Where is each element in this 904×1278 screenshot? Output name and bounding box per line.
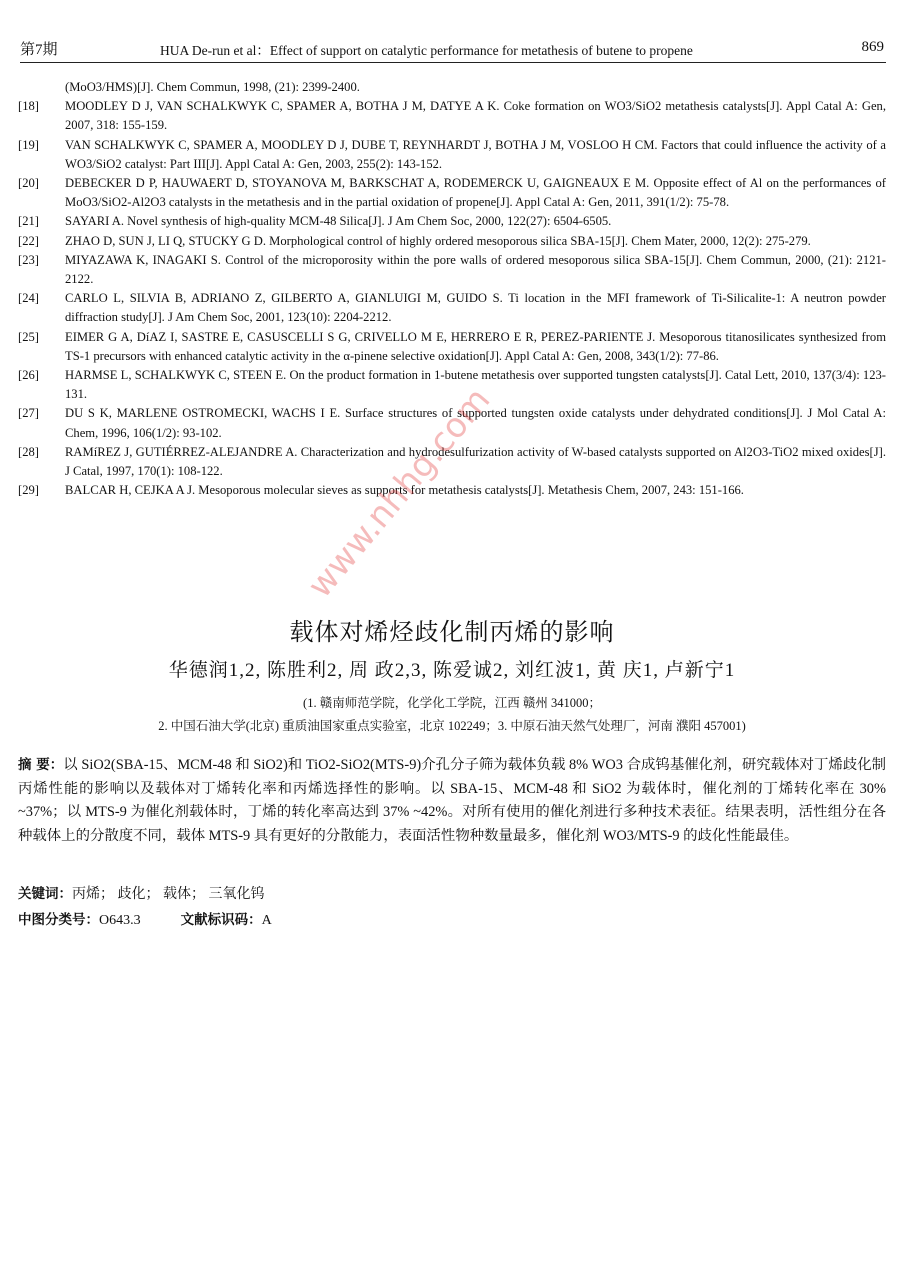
page-number: 869	[861, 39, 884, 55]
classification	[18, 908, 886, 929]
reference-item	[18, 481, 886, 500]
doc-code-label: 文献标识码：	[180, 912, 262, 928]
reference-text: EIMER G A, DíAZ I, SASTRE E, CASUSCELLI S G, CRIVELLO M E, HERRERO E R, PEREZ-PARIENTE J. Mesoporous titanosilicates synthesized from TS-1 precursors with enhanced catalytic activity in the α-pinene selective oxidation[J]. Appl Catal A: Gen, 2008, 343(1/2): 77-86.	[65, 329, 886, 363]
reference-number: [26]	[18, 368, 39, 383]
reference-item	[18, 212, 886, 231]
reference-number: [18]	[18, 99, 39, 114]
reference-item	[18, 366, 886, 404]
affiliation-2: 2. 中国石油大学(北京) 重质油国家重点实验室，北京 102249；3. 中原石油天然气处理厂，河南 濮阳 457001)	[158, 719, 746, 733]
watermark: www.nhhg.com	[300, 380, 499, 606]
reference-number: [19]	[18, 137, 39, 152]
running-header	[20, 36, 886, 63]
reference-item	[18, 174, 886, 212]
reference-item	[18, 97, 886, 135]
reference-item	[18, 232, 886, 251]
abstract-text: 以 SiO2(SBA-15、MCM-48 和 SiO2)和 TiO2-SiO2(MTS-9)介孔分子筛为载体负载 8% WO3 合成钨基催化剂，研究载体对丁烯歧化制丙烯性能的影响以及载体对丁烯转化率和丙烯选择性的影响。以 SBA-15、MCM-48 和 SiO2 为载体时，催化剂的丁烯转化率在 30% ~37%；以 MTS-9 为催化剂载体时，丁烯的转化率高达到 37% ~42%。对所有使用的催化剂进行多种技术表征。结果表明，活性组分在各种载体上的分散度不同，载体 MTS-9 具有更好的分散能力，表面活性物种数量最多，催化剂 WO3/MTS-9 的歧化性能最佳。	[18, 757, 887, 844]
reference-text: CARLO L, SILVIA B, ADRIANO Z, GILBERTO A, GIANLUIGI M, GUIDO S. Ti location in the MFI framework of Ti-Silicalite-1: A neutron powder diffraction study[J]. J Am Chem Soc, 2001, 123(10): 2204-2212.	[65, 291, 886, 325]
reference-text: BALCAR H, CEJKA A J. Mesoporous molecular sieves as supports for metathesis catalysts[J]. Metathesis Chem, 2007, 243: 151-166.	[65, 483, 744, 498]
reference-number: [22]	[18, 233, 39, 248]
keywords-label: 关键词：	[18, 886, 72, 902]
reference-item	[18, 443, 886, 481]
reference-number: [24]	[18, 291, 39, 306]
reference-number: [28]	[18, 444, 39, 459]
author-list: 华德润1,2, 陈胜利2, 周 政2,3, 陈爱诚2, 刘红波1, 黄 庆1, 卢新宁1	[168, 660, 736, 681]
reference-item	[18, 251, 886, 289]
reference-number: [21]	[18, 214, 39, 229]
keywords-text: 丙烯； 歧化； 载体； 三氧化钨	[72, 887, 265, 902]
abstract	[18, 754, 886, 848]
abstract-label: 摘 要：	[18, 757, 64, 773]
reference-item	[18, 289, 886, 327]
reference-text: MOODLEY D J, VAN SCHALKWYK C, SPAMER A, BOTHA J M, DATYE A K. Coke formation on WO3/SiO2 metathesis catalysts[J]. Appl Catal A: Gen, 2007, 318: 155-159.	[65, 99, 886, 133]
reference-list	[18, 78, 886, 500]
running-title: HUA De-run et al：Effect of support on catalytic performance for metathesis of butene to propene	[160, 43, 693, 58]
reference-text: VAN SCHALKWYK C, SPAMER A, MOODLEY D J, DUBE T, REYNHARDT J, BOTHA J M, VOSLOO H CM. Factors that could influence the activity of a WO3/SiO2 catalyst: Part III[J]. Appl Catal A: Gen, 2003, 255(2): 143-152.	[65, 137, 886, 171]
reference-item	[18, 328, 886, 366]
issue-number: 第7期	[20, 42, 58, 58]
class-value: O643.3	[99, 913, 141, 928]
reference-item	[18, 78, 886, 97]
reference-text: MIYAZAWA K, INAGAKI S. Control of the microporosity within the pore walls of ordered mesoporous silica SBA-15[J]. Chem Commun, 2000, (21): 2121-2122.	[65, 252, 886, 287]
reference-text: DEBECKER D P, HAUWAERT D, STOYANOVA M, BARKSCHAT A, RODEMERCK U, GAIGNEAUX E M. Opposite effect of Al on the performances of MoO3/SiO2-Al2O3 catalysts in the metathesis and in the partial oxidation of propene[J]. Appl Catal A: Gen, 2011, 391(1/2): 75-78.	[65, 176, 886, 210]
reference-number: [27]	[18, 406, 39, 421]
class-label: 中图分类号：	[18, 912, 99, 928]
reference-item	[18, 136, 886, 174]
doc-code-value: A	[261, 913, 272, 928]
reference-item	[18, 404, 886, 442]
affiliation-1: (1. 赣南师范学院，化学化工学院，江西 赣州 341000；	[303, 696, 601, 710]
reference-number: [25]	[18, 329, 39, 344]
reference-text: DU S K, MARLENE OSTROMECKI, WACHS I E. Surface structures of supported tungsten oxide catalysts under dehydrated conditions[J]. J Mol Catal A: Chem, 1996, 106(1/2): 93-102.	[65, 406, 886, 440]
reference-text: ZHAO D, SUN J, LI Q, STUCKY G D. Morphological control of highly ordered mesoporous silica SBA-15[J]. Chem Mater, 2000, 12(2): 275-279.	[65, 233, 811, 248]
keywords	[18, 882, 886, 903]
reference-text: (MoO3/HMS)[J]. Chem Commun, 1998, (21): 2399-2400.	[65, 80, 360, 94]
reference-number: [29]	[18, 483, 39, 498]
article-title: 载体对烯烃歧化制丙烯的影响	[289, 618, 615, 646]
reference-text: RAMíREZ J, GUTIÉRREZ-ALEJANDRE A. Characterization and hydrodesulfurization activity of W-based catalysts supported on Al2O3-TiO2 mixed oxides[J]. J Catal, 1997, 170(1): 108-122.	[65, 444, 886, 479]
reference-number: [23]	[18, 252, 39, 267]
reference-text: HARMSE L, SCHALKWYK C, STEEN E. On the product formation in 1-butene metathesis over supported tungsten catalysts[J]. Catal Lett, 2010, 137(3/4): 123-131.	[65, 368, 886, 402]
reference-text: SAYARI A. Novel synthesis of high-quality MCM-48 Silica[J]. J Am Chem Soc, 2000, 122(27): 6504-6505.	[65, 214, 612, 229]
reference-number: [20]	[18, 176, 39, 191]
